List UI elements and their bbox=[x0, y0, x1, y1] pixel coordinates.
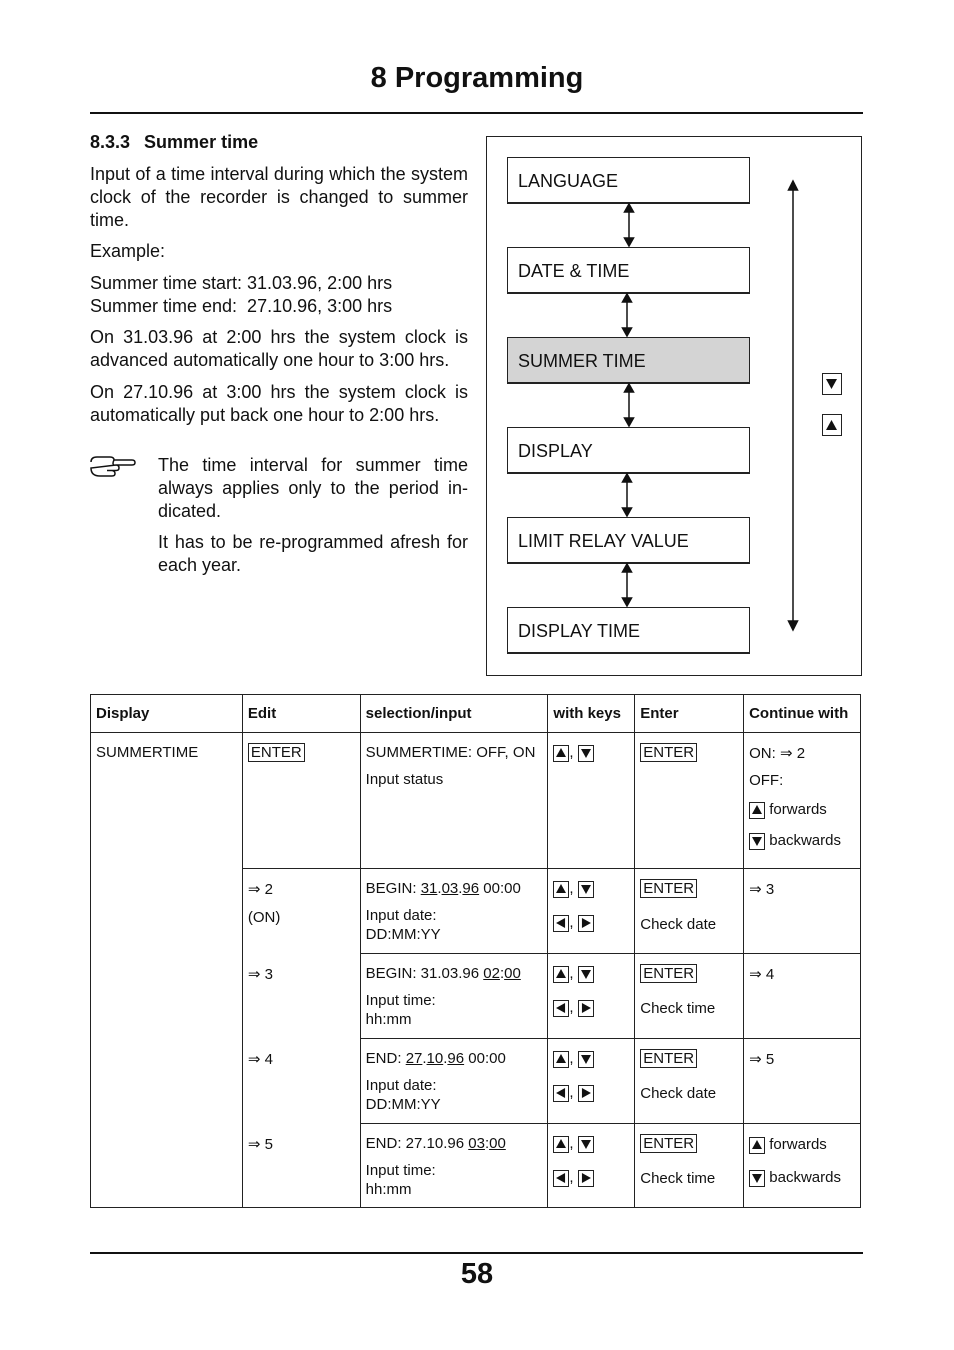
column-header-continue-with: Continue with bbox=[744, 695, 861, 733]
hour-field: 02 bbox=[483, 965, 500, 982]
selection-cell: BEGIN: 31.03.96 00:00 Input date: DD:MM:YY bbox=[360, 869, 548, 954]
up-key-icon bbox=[749, 802, 765, 819]
page-number: 58 bbox=[460, 1258, 494, 1290]
implies-arrow-icon: ⇒ bbox=[247, 965, 261, 983]
year-field: 96 bbox=[447, 1050, 465, 1067]
down-key-icon bbox=[578, 1136, 594, 1153]
month-field: 10 bbox=[426, 1050, 444, 1067]
up-key-icon bbox=[749, 1137, 765, 1154]
implies-arrow-icon: ⇒ bbox=[247, 1050, 261, 1068]
left-key-icon bbox=[553, 1170, 569, 1187]
right-key-icon bbox=[578, 915, 594, 932]
time-value: 00:00 bbox=[468, 1050, 506, 1067]
forwards-label: forwards bbox=[769, 1136, 827, 1153]
hour-field: 03 bbox=[468, 1135, 485, 1152]
example-lines bbox=[90, 272, 468, 318]
example-label: Example: bbox=[90, 241, 166, 261]
up-key-icon bbox=[553, 1051, 569, 1068]
summer-start-line: Summer time start: 31.03.96, 2:00 hrs bbox=[90, 273, 393, 293]
selection-cell: BEGIN: 31.03.96 02:00 Input time: hh:mm bbox=[360, 954, 548, 1039]
edit-step: 5 bbox=[264, 1135, 273, 1153]
up-key-icon bbox=[822, 414, 842, 436]
end-date-label: END: 27.10.96 bbox=[365, 1135, 465, 1152]
continue-cell bbox=[744, 1039, 861, 1124]
implies-arrow-icon: ⇒ bbox=[749, 881, 762, 898]
forwards-label: forwards bbox=[769, 801, 827, 818]
implies-arrow-icon: ⇒ bbox=[779, 745, 793, 762]
intro-paragraph: Input of a time interval during which the system clock of the recorder is changed to summer time. bbox=[90, 164, 468, 230]
putback-paragraph: On 27.10.96 at 3:00 hrs the system clock is automatically put back one hour to 2:00 hrs. bbox=[90, 382, 468, 425]
keys-cell: , bbox=[548, 733, 635, 869]
edit-cell bbox=[242, 954, 360, 1039]
header-rule bbox=[90, 112, 863, 114]
enter-key-label: ENTER bbox=[640, 1049, 697, 1068]
enter-cell bbox=[635, 1124, 744, 1208]
input-hint: Input date: bbox=[365, 907, 437, 924]
backwards-label: backwards bbox=[769, 832, 841, 849]
enter-cell bbox=[635, 733, 744, 869]
day-field: 31 bbox=[420, 880, 438, 897]
off-label: OFF: bbox=[749, 772, 784, 789]
on-label: ON: bbox=[749, 745, 776, 762]
column-header-with-keys: with keys bbox=[548, 695, 635, 733]
minute-field: 00 bbox=[489, 1135, 506, 1152]
menu-item-display-time: DISPLAY TIME bbox=[507, 607, 750, 654]
keys-cell: , , bbox=[548, 1124, 635, 1208]
month-field: 03 bbox=[441, 880, 459, 897]
input-format: hh:mm bbox=[365, 1011, 412, 1028]
edit-cell bbox=[242, 1124, 360, 1208]
menu-diagram bbox=[486, 136, 862, 676]
begin-label: BEGIN: bbox=[365, 880, 417, 897]
input-format: DD:MM:YY bbox=[365, 926, 441, 943]
enter-key-label: ENTER bbox=[640, 1134, 697, 1153]
enter-cell bbox=[635, 1039, 744, 1124]
menu-item-date-time: DATE & TIME bbox=[507, 247, 750, 294]
check-label: Check date bbox=[640, 916, 717, 933]
implies-arrow-icon: ⇒ bbox=[247, 1135, 261, 1153]
input-hint: Input time: bbox=[365, 992, 436, 1009]
continue-cell bbox=[744, 1124, 861, 1208]
down-key-icon bbox=[578, 1051, 594, 1068]
menu-item-summer-time: SUMMER TIME bbox=[507, 337, 750, 384]
menu-item-display: DISPLAY bbox=[507, 427, 750, 474]
enter-key-label: ENTER bbox=[640, 879, 697, 898]
display-cell bbox=[91, 733, 243, 1208]
implies-arrow-icon: ⇒ bbox=[749, 1051, 762, 1068]
footer-rule bbox=[90, 1252, 863, 1254]
left-key-icon bbox=[553, 915, 569, 932]
input-hint: Input date: bbox=[365, 1077, 437, 1094]
selection-text: SUMMERTIME: OFF, ON bbox=[365, 744, 536, 761]
down-key-icon bbox=[578, 745, 594, 762]
keys-cell: , , bbox=[548, 869, 635, 954]
keys-cell: , , bbox=[548, 1039, 635, 1124]
selection-cell bbox=[360, 733, 548, 869]
check-label: Check time bbox=[640, 1170, 716, 1187]
summer-end-line: Summer time end: 27.10.96, 3:00 hrs bbox=[90, 296, 393, 316]
input-format: hh:mm bbox=[365, 1181, 412, 1198]
begin-date-label: BEGIN: 31.03.96 bbox=[365, 965, 480, 982]
backwards-label: backwards bbox=[769, 1169, 841, 1186]
programming-table bbox=[90, 694, 861, 1208]
edit-note: (ON) bbox=[247, 909, 281, 926]
up-key-icon bbox=[553, 1136, 569, 1153]
column-header-selection-input: selection/input bbox=[360, 695, 548, 733]
down-key-icon bbox=[578, 966, 594, 983]
note-paragraph-1: The time interval for summer time always applies only to the period in-dicated. bbox=[158, 455, 468, 521]
right-key-icon bbox=[578, 1000, 594, 1017]
edit-cell bbox=[242, 733, 360, 869]
day-field: 27 bbox=[405, 1050, 423, 1067]
right-key-icon bbox=[578, 1085, 594, 1102]
edit-step: 3 bbox=[264, 965, 273, 983]
check-label: Check time bbox=[640, 1000, 716, 1017]
menu-item-language: LANGUAGE bbox=[507, 157, 750, 204]
on-step: 2 bbox=[796, 745, 806, 762]
edit-cell bbox=[242, 1039, 360, 1124]
note-paragraph-2: It has to be re-programmed afresh for each year. bbox=[158, 532, 468, 575]
left-key-icon bbox=[553, 1085, 569, 1102]
selection-cell: END: 27.10.96 00:00 Input date: DD:MM:YY bbox=[360, 1039, 548, 1124]
down-key-icon bbox=[749, 1170, 765, 1187]
continue-step: 3 bbox=[765, 881, 775, 898]
selection-cell: END: 27.10.96 03:00 Input time: hh:mm bbox=[360, 1124, 548, 1208]
input-format: DD:MM:YY bbox=[365, 1096, 441, 1113]
up-key-icon bbox=[553, 966, 569, 983]
continue-step: 4 bbox=[765, 966, 775, 983]
end-label: END: bbox=[365, 1050, 402, 1067]
implies-arrow-icon: ⇒ bbox=[247, 881, 261, 898]
column-header-display: Display bbox=[91, 695, 243, 733]
page-title: 8 Programming bbox=[370, 62, 584, 94]
down-key-icon bbox=[749, 833, 765, 850]
input-hint: Input time: bbox=[365, 1162, 436, 1179]
left-key-icon bbox=[553, 1000, 569, 1017]
edit-step: 2 bbox=[264, 881, 273, 898]
minute-field: 00 bbox=[504, 965, 521, 982]
time-value: 00:00 bbox=[483, 880, 521, 897]
edit-step: 4 bbox=[264, 1050, 273, 1068]
continue-cell bbox=[744, 869, 861, 954]
enter-key-label: ENTER bbox=[248, 743, 305, 762]
enter-key-label: ENTER bbox=[640, 964, 697, 983]
enter-cell bbox=[635, 869, 744, 954]
up-key-icon bbox=[553, 881, 569, 898]
enter-key-label: ENTER bbox=[640, 743, 697, 762]
section-title: Summer time bbox=[144, 132, 259, 152]
enter-cell bbox=[635, 954, 744, 1039]
up-key-icon bbox=[553, 745, 569, 762]
continue-cell bbox=[744, 733, 861, 869]
advance-paragraph: On 31.03.96 at 2:00 hrs the system clock is advanced automatically one hour to 3:00 hrs. bbox=[90, 327, 468, 370]
menu-item-limit-relay-value: LIMIT RELAY VALUE bbox=[507, 517, 750, 564]
continue-cell bbox=[744, 954, 861, 1039]
edit-cell bbox=[242, 869, 360, 954]
implies-arrow-icon: ⇒ bbox=[749, 966, 762, 983]
section-number: 8.3.3 bbox=[90, 132, 131, 152]
down-key-icon bbox=[822, 373, 842, 395]
display-value: SUMMERTIME bbox=[96, 744, 199, 761]
menu-connector-arrows bbox=[487, 137, 863, 677]
keys-cell: , , bbox=[548, 954, 635, 1039]
section-heading bbox=[90, 132, 258, 153]
column-header-edit: Edit bbox=[242, 695, 360, 733]
check-label: Check date bbox=[640, 1085, 717, 1102]
year-field: 96 bbox=[462, 880, 480, 897]
table-row bbox=[91, 733, 861, 869]
selection-note: Input status bbox=[365, 771, 444, 788]
pointing-hand-icon bbox=[88, 452, 136, 480]
continue-step: 5 bbox=[765, 1051, 775, 1068]
table-header-row bbox=[91, 695, 861, 733]
down-key-icon bbox=[578, 881, 594, 898]
right-key-icon bbox=[578, 1170, 594, 1187]
column-header-enter: Enter bbox=[635, 695, 744, 733]
